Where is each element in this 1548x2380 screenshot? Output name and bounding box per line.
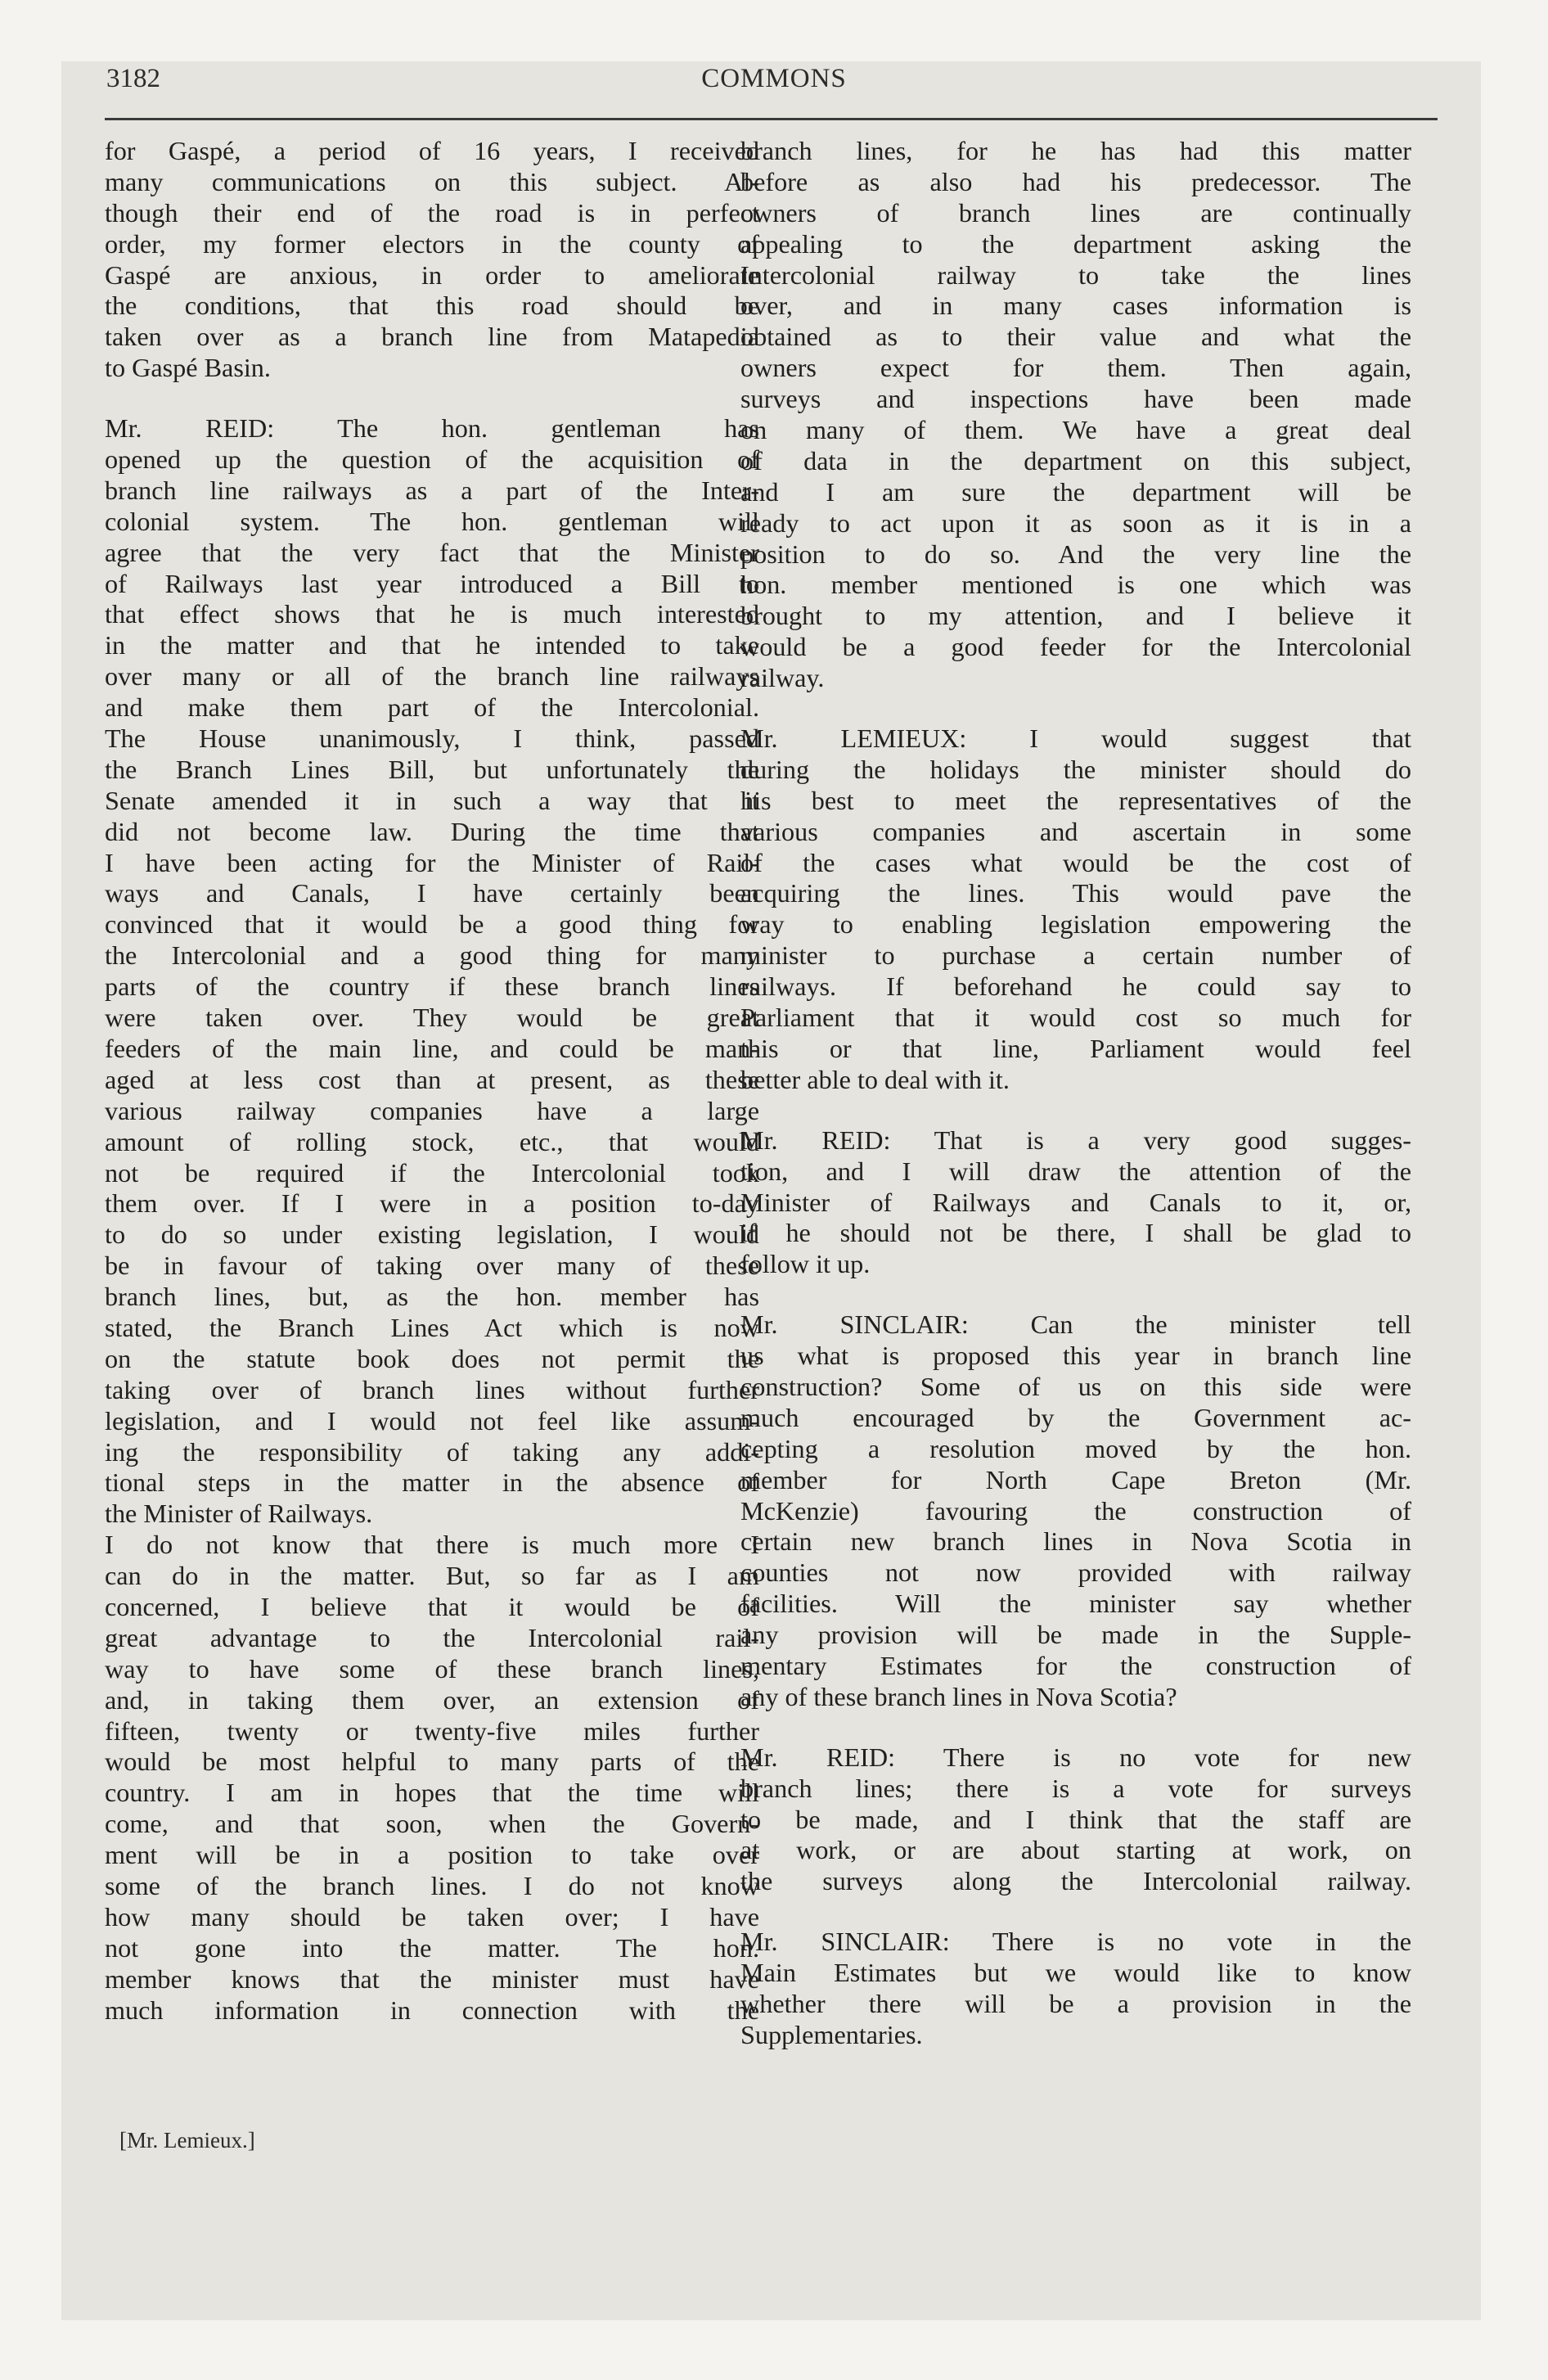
text-line: can do in the matter. But, so far as I am (105, 1561, 759, 1591)
text-line: amount of rolling stock, etc., that would (105, 1126, 759, 1156)
text-line: in the matter and that he intended to take (105, 630, 759, 660)
text-line: member for North Cape Breton (Mr. (740, 1464, 1411, 1494)
text-line: opened up the question of the acquisition of (105, 444, 759, 475)
text-line: over many or all of the branch line railways (105, 661, 759, 692)
text-line: ing the responsibility of taking any addi- (105, 1436, 759, 1467)
text-line: Gaspé are anxious, in order to ameliorate (105, 259, 759, 290)
text-line: great advantage to the Intercolonial rail- (105, 1622, 759, 1652)
text-line: railway. (740, 663, 825, 693)
text-line: not be required if the Intercolonial took (105, 1157, 759, 1188)
text-line: colonial system. The hon. gentleman will (105, 506, 759, 536)
left-column (105, 136, 759, 2026)
text-line: aged at less cost than at present, as these (105, 1064, 759, 1094)
text-line: taking over of branch lines without further (105, 1374, 759, 1404)
text-line: appealing to the department asking the (740, 228, 1411, 259)
text-line: would be a good feeder for the Intercolonial (740, 632, 1411, 662)
header-rule (105, 118, 1438, 120)
text-line: were taken over. They would be great (105, 1003, 759, 1033)
text-line: of the cases what would be the cost of (740, 847, 1411, 877)
text-line: parts of the country if these branch lines (105, 971, 759, 1002)
page-number: 3182 (106, 64, 160, 93)
text-line: counties not now provided with railway (740, 1557, 1411, 1588)
text-line: Mr. SINCLAIR: There is no vote in the (740, 1927, 1411, 1957)
text-line: the Minister of Railways. (105, 1499, 373, 1529)
text-line: be in favour of taking over many of these (105, 1251, 759, 1281)
text-line: some of the branch lines. I do not know (105, 1870, 759, 1900)
text-line: of Railways last year introduced a Bill to (105, 568, 759, 598)
text-line: branch line railways as a part of the Inter- (105, 475, 759, 505)
text-line: position to do so. And the very line the (740, 539, 1411, 569)
text-line: and make them part of the Intercolonial. (105, 692, 759, 723)
text-line: for Gaspé, a period of 16 years, I received (105, 136, 759, 165)
paragraph-gap (740, 1096, 1411, 1125)
text-line: how many should be taken over; I have (105, 1901, 759, 1931)
text-line: ways and Canals, I have certainly been (105, 878, 759, 908)
text-line: way to enabling legislation empowering the (740, 909, 1411, 940)
text-line: ready to act upon it as soon as it is in a (740, 507, 1411, 538)
paragraph-gap (740, 1713, 1411, 1742)
text-line: his best to meet the representatives of the (740, 785, 1411, 815)
text-line: though their end of the road is in perfect (105, 197, 759, 228)
text-line: Main Estimates but we would like to know (740, 1958, 1411, 1988)
text-line: Mr. SINCLAIR: Can the minister tell (740, 1309, 1411, 1340)
text-line: Senate amended it in such a way that it (105, 785, 759, 815)
text-line: brought to my attention, and I believe it (740, 601, 1411, 631)
text-line: Mr. LEMIEUX: I would suggest that (740, 723, 1411, 754)
text-line: on many of them. We have a great deal (740, 415, 1411, 445)
text-line: branch lines, but, as the hon. member has (105, 1282, 759, 1312)
text-line: on the statute book does not permit the (105, 1343, 759, 1373)
text-line: owners of branch lines are continually (740, 197, 1411, 228)
paragraph-gap (105, 384, 759, 413)
text-line: various companies and ascertain in some (740, 816, 1411, 846)
text-line: taken over as a branch line from Matapedia (105, 322, 759, 352)
right-column (740, 136, 1411, 2051)
text-line: construction? Some of us on this side were (740, 1371, 1411, 1401)
text-line: did not become law. During the time that (105, 816, 759, 846)
text-line: any of these branch lines in Nova Scotia? (740, 1681, 1177, 1711)
text-line: the Intercolonial and a good thing for many (105, 940, 759, 971)
text-line: acquiring the lines. This would pave the (740, 878, 1411, 908)
text-line: way to have some of these branch lines, (105, 1653, 759, 1684)
text-line: The House unanimously, I think, passed (105, 723, 759, 754)
text-line: feeders of the main line, and could be man- (105, 1033, 759, 1063)
text-line: certain new branch lines in Nova Scotia in (740, 1526, 1411, 1557)
text-line: Mr. REID: There is no vote for new (740, 1742, 1411, 1772)
text-line: surveys and inspections have been made (740, 384, 1411, 414)
paragraph-gap (740, 1897, 1411, 1927)
text-line: hon. member mentioned is one which was (740, 570, 1411, 600)
text-line: agree that the very fact that the Minister (105, 537, 759, 567)
text-line: the surveys along the Intercolonial railway. (740, 1866, 1411, 1896)
text-line: much information in connection with the (105, 1995, 759, 2025)
text-line: tional steps in the matter in the absence of (105, 1467, 759, 1498)
text-line: come, and that soon, when the Govern- (105, 1809, 759, 1839)
text-line: them over. If I were in a position to-day (105, 1188, 759, 1219)
text-line: whether there will be a provision in the (740, 1988, 1411, 2018)
text-line: to Gaspé Basin. (105, 353, 271, 383)
paragraph-gap (740, 1280, 1411, 1309)
text-line: of data in the department on this subject, (740, 445, 1411, 476)
text-line: Intercolonial railway to take the lines (740, 259, 1411, 290)
text-line: minister to purchase a certain number of (740, 940, 1411, 971)
text-line: convinced that it would be a good thing for (105, 909, 759, 940)
text-line: tion, and I will draw the attention of the (740, 1156, 1411, 1186)
text-line: facilities. Will the minister say whether (740, 1589, 1411, 1619)
text-line: I have been acting for the Minister of Rail- (105, 847, 759, 877)
text-line: that effect shows that he is much interested (105, 599, 759, 629)
text-line: ment will be in a position to take over (105, 1840, 759, 1870)
text-line: owners expect for them. Then again, (740, 353, 1411, 383)
text-line: at work, or are about starting at work, on (740, 1835, 1411, 1865)
paragraph-gap (740, 694, 1411, 723)
text-line: McKenzie) favouring the construction of (740, 1495, 1411, 1526)
text-line: I do not know that there is much more I (105, 1530, 759, 1560)
text-line: mentary Estimates for the construction of (740, 1650, 1411, 1680)
text-line: and I am sure the department will be (740, 476, 1411, 507)
text-line: Supplementaries. (740, 2019, 923, 2049)
running-head (106, 64, 1442, 113)
footer-speaker-note: [Mr. Lemieux.] (119, 2128, 255, 2152)
text-line: if he should not be there, I shall be glad to (740, 1218, 1411, 1248)
text-line: and, in taking them over, an extension of (105, 1684, 759, 1715)
text-line: cepting a resolution moved by the hon. (740, 1433, 1411, 1463)
text-line: to be made, and I think that the staff are (740, 1804, 1411, 1834)
text-line: much encouraged by the Government ac- (740, 1402, 1411, 1432)
text-line: better able to deal with it. (740, 1064, 1010, 1094)
text-line: to do so under existing legislation, I would (105, 1219, 759, 1250)
text-line: Parliament that it would cost so much for (740, 1003, 1411, 1033)
text-line: during the holidays the minister should do (740, 754, 1411, 784)
text-line: over, and in many cases information is (740, 291, 1411, 321)
text-line: branch lines, for he has had this matter (740, 136, 1411, 165)
text-line: Mr. REID: That is a very good sugges- (740, 1125, 1411, 1155)
text-line: concerned, I believe that it would be of (105, 1591, 759, 1621)
section-title: COMMONS (701, 64, 847, 93)
text-line: stated, the Branch Lines Act which is now (105, 1312, 759, 1342)
text-line: many communications on this subject. Al- (105, 166, 759, 196)
text-line: follow it up. (740, 1249, 871, 1279)
text-line: order, my former electors in the county of (105, 228, 759, 259)
text-line: obtained as to their value and what the (740, 322, 1411, 352)
text-line: any provision will be made in the Supple- (740, 1620, 1411, 1650)
text-line: railways. If beforehand he could say to (740, 971, 1411, 1002)
text-line: not gone into the matter. The hon. (105, 1932, 759, 1963)
text-line: the Branch Lines Bill, but unfortunately the (105, 754, 759, 784)
text-line: country. I am in hopes that the time will (105, 1778, 759, 1808)
text-line: would be most helpful to many parts of the (105, 1747, 759, 1777)
text-line: the conditions, that this road should be (105, 291, 759, 321)
text-line: fifteen, twenty or twenty-five miles further (105, 1715, 759, 1746)
text-line: this or that line, Parliament would feel (740, 1033, 1411, 1063)
text-line: before as also had his predecessor. The (740, 166, 1411, 196)
text-line: Mr. REID: The hon. gentleman has (105, 413, 759, 444)
text-line: Minister of Railways and Canals to it, or, (740, 1187, 1411, 1217)
text-line: various railway companies have a large (105, 1095, 759, 1125)
text-line: us what is proposed this year in branch line (740, 1341, 1411, 1371)
text-line: branch lines; there is a vote for surveys (740, 1773, 1411, 1803)
text-line: legislation, and I would not feel like assum- (105, 1405, 759, 1436)
text-line: member knows that the minister must have (105, 1963, 759, 1994)
